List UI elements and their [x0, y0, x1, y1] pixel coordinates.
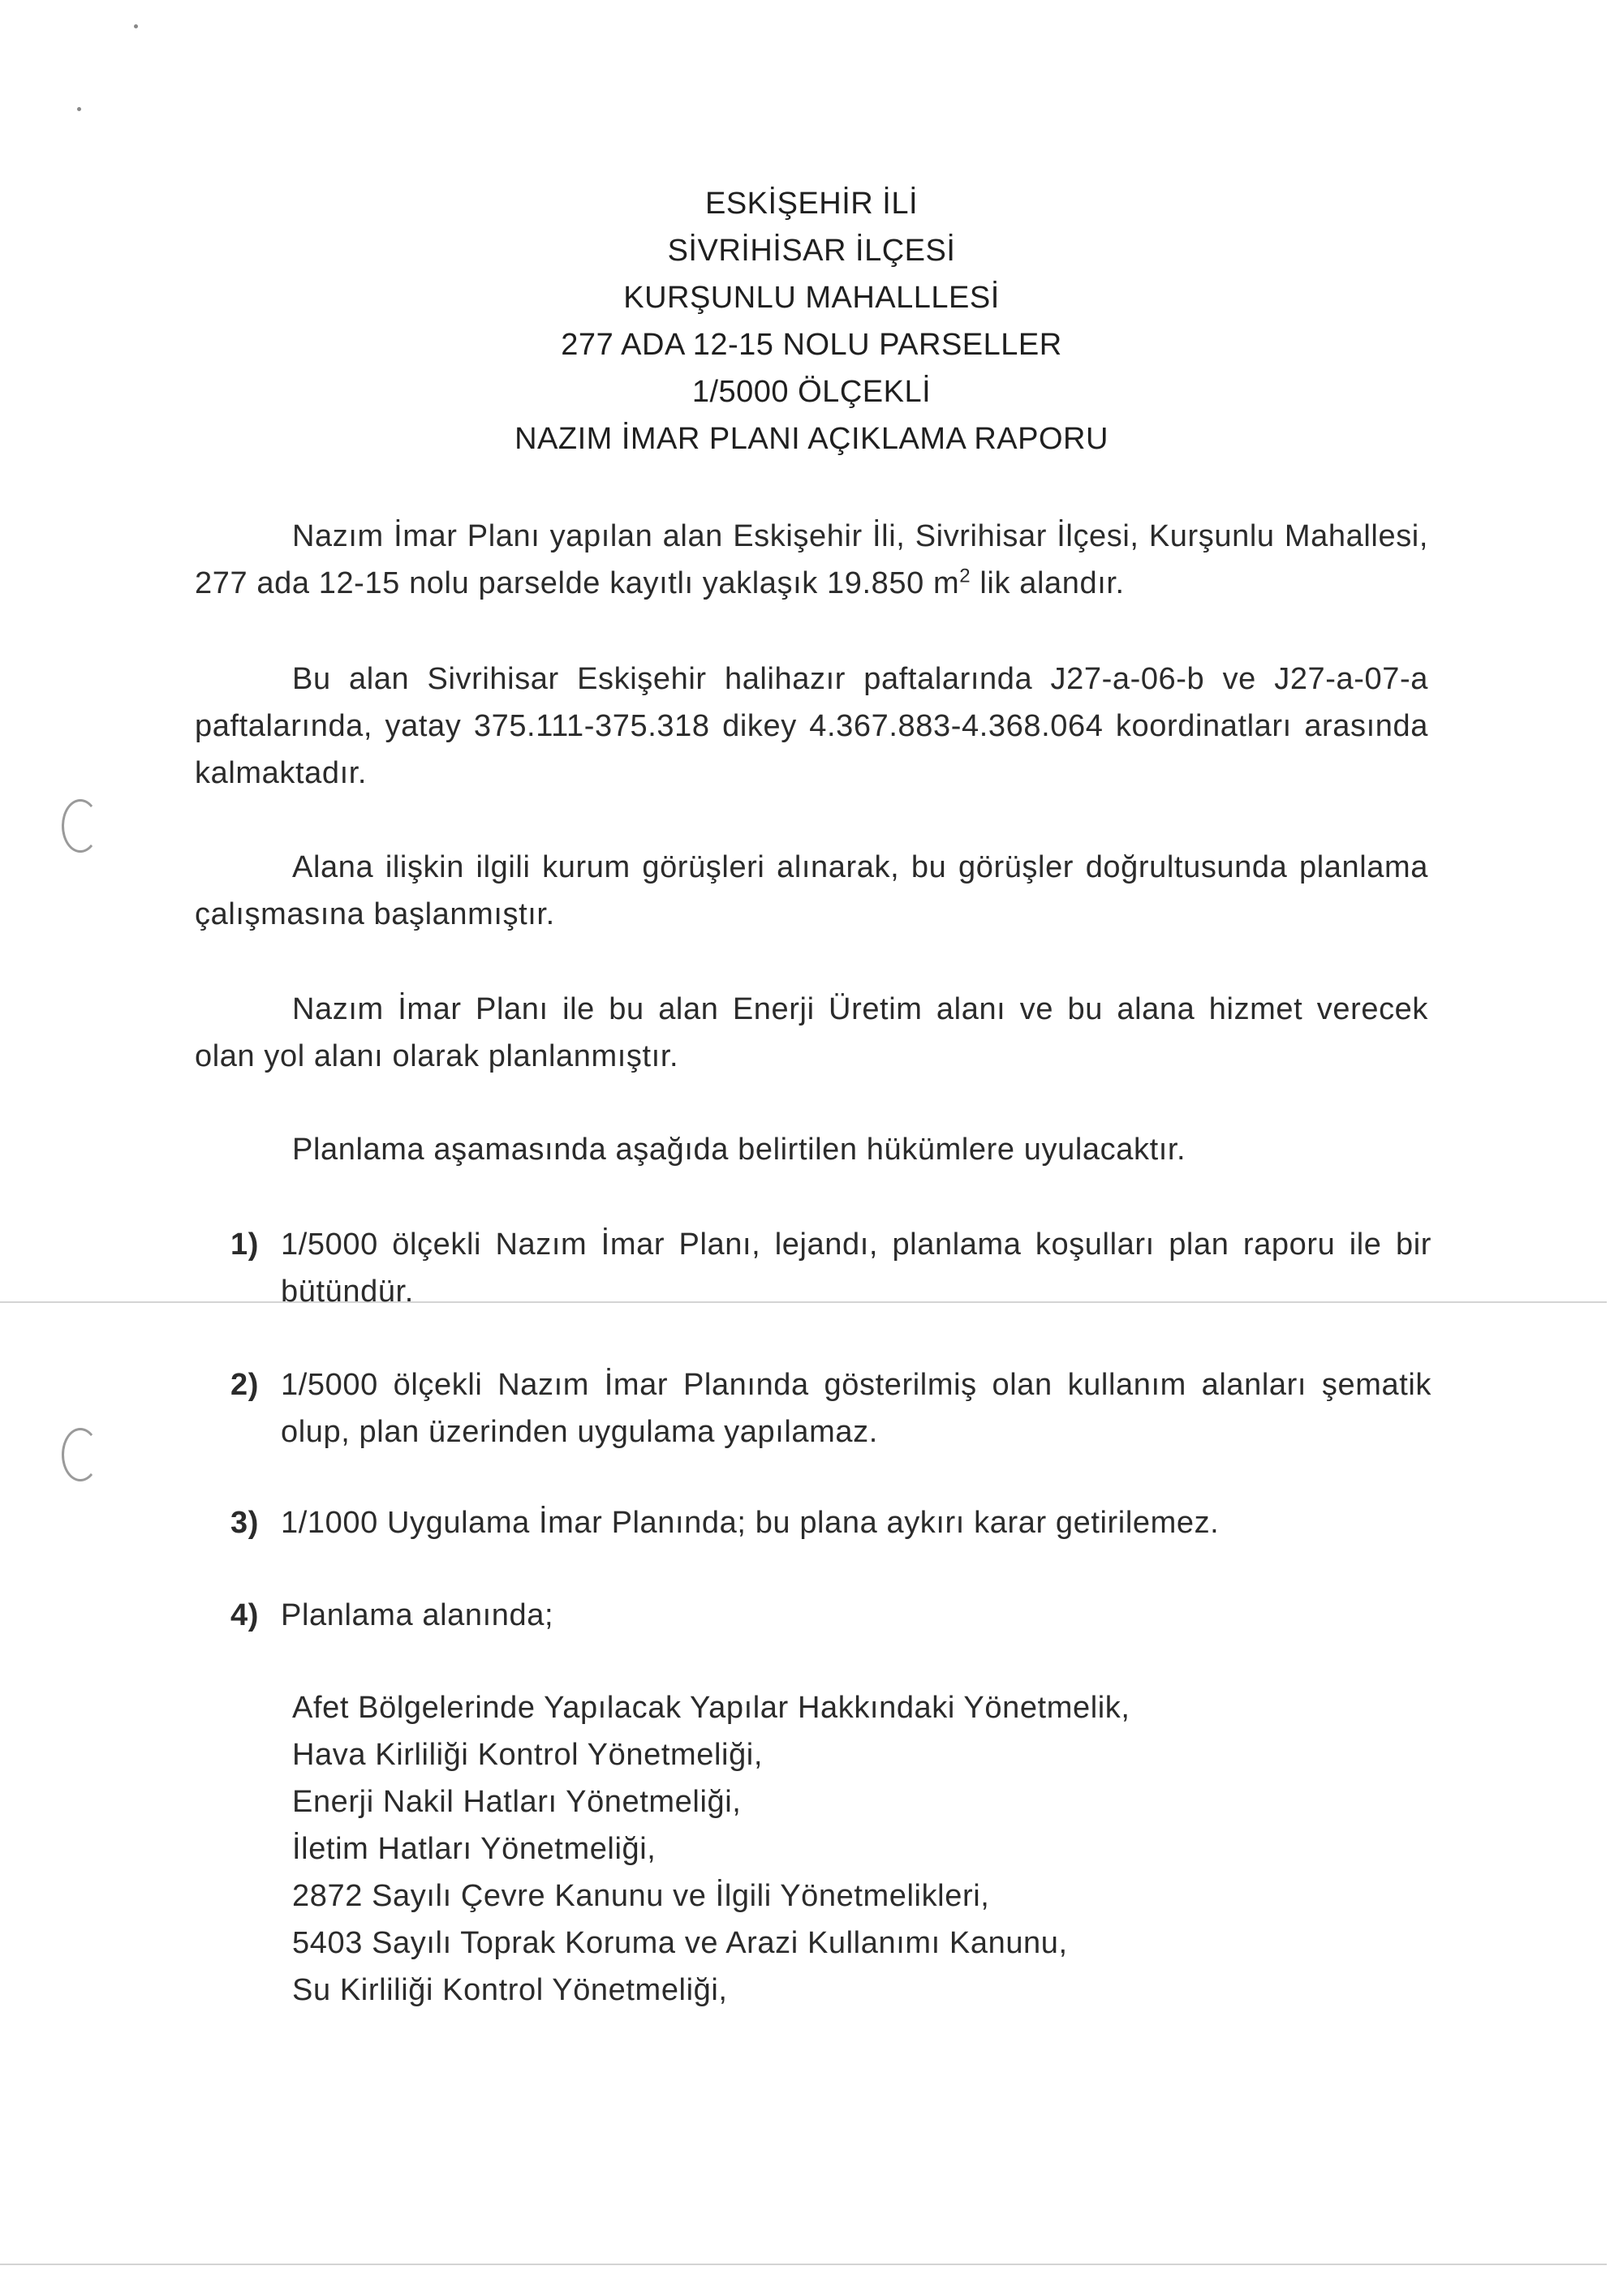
list-item [230, 1592, 1431, 1639]
list-item [230, 1499, 1431, 1546]
paragraph-institution-opinions [195, 844, 1428, 938]
punch-hole-mark [62, 799, 99, 853]
paragraph-plan-purpose [195, 986, 1428, 1080]
title-line-report-name: NAZIM İMAR PLANI AÇIKLAMA RAPORU [514, 422, 1109, 456]
title-line-district: SİVRİHİSAR İLÇESİ [667, 234, 956, 268]
punch-hole-mark [62, 1428, 99, 1481]
regulation-item: 5403 Sayılı Toprak Koruma ve Arazi Kullanımı Kanunu, [292, 1926, 1068, 1960]
list-item-text: 1/5000 ölçekli Nazım İmar Planı, lejandı, planlama koşulları plan raporu ile bir bütündür. [281, 1228, 1431, 1309]
list-item-number: 2) [230, 1368, 259, 1402]
paragraph-provisions-intro [195, 1126, 1428, 1173]
title-line-province: ESKİŞEHİR İLİ [704, 187, 919, 221]
paragraph-area-text: Nazım İmar Planı yapılan alan Eskişehir İli, Sivrihisar İlçesi, Kurşunlu Mahallesi, 277 ada 12-15 nolu parselde kayıtlı yaklaşık 19.850 m [195, 519, 1428, 600]
regulation-item: Su Kirliliği Kontrol Yönetmeliği, [292, 1973, 728, 2007]
scan-bottom-line [0, 2264, 1607, 2265]
list-item-text: Planlama alanında; [281, 1598, 554, 1632]
regulation-item: Enerji Nakil Hatları Yönetmeliği, [292, 1785, 742, 1819]
title-line-scale: 1/5000 ÖLÇEKLİ [691, 375, 932, 409]
list-item-number: 4) [230, 1598, 259, 1632]
title-line-parcels: 277 ADA 12-15 NOLU PARSELLER [561, 328, 1062, 362]
regulations-list [292, 1684, 1428, 2014]
list-item-text: 1/5000 ölçekli Nazım İmar Planında gösterilmiş olan kullanım alanları şematik olup, plan üzerinden uygulama yapılamaz. [281, 1368, 1431, 1449]
title-line-neighborhood: KURŞUNLU MAHALLLESİ [623, 281, 1000, 315]
list-item [230, 1361, 1431, 1455]
regulation-item: Hava Kirliliği Kontrol Yönetmeliği, [292, 1738, 763, 1772]
paragraph-area-text-end: lik alandır. [971, 566, 1125, 600]
scan-speck [134, 24, 138, 28]
paragraph-institution-text: Alana ilişkin ilgili kurum görüşleri alınarak, bu görüşler doğrultusunda planlama çalışmasına başlanmıştır. [195, 850, 1428, 931]
paragraph-area-description [195, 513, 1428, 607]
scan-speck [77, 107, 81, 111]
list-item-number: 1) [230, 1228, 259, 1262]
paragraph-coordinates-text: Bu alan Sivrihisar Eskişehir halihazır paftalarında J27-a-06-b ve J27-a-07-a paftalarında, yatay 375.111-375.318 dikey 4.367.883-4.368.064 koordinatları arasında kalmaktadır. [195, 662, 1428, 790]
document-title [0, 180, 1623, 462]
regulation-item: Afet Bölgelerinde Yapılacak Yapılar Hakkındaki Yönetmelik, [292, 1691, 1130, 1725]
list-item [230, 1221, 1431, 1315]
paragraph-provisions-text: Planlama aşamasında aşağıda belirtilen hükümlere uyulacaktır. [292, 1133, 1186, 1167]
superscript-square: 2 [959, 565, 971, 587]
regulation-item: İletim Hatları Yönetmeliği, [292, 1832, 657, 1866]
list-item-text: 1/1000 Uygulama İmar Planında; bu plana aykırı karar getirilemez. [281, 1506, 1220, 1540]
paragraph-coordinates [195, 656, 1428, 797]
list-item-number: 3) [230, 1506, 259, 1540]
regulation-item: 2872 Sayılı Çevre Kanunu ve İlgili Yönetmelikleri, [292, 1879, 990, 1913]
paragraph-plan-purpose-text: Nazım İmar Planı ile bu alan Enerji Üretim alanı ve bu alana hizmet verecek olan yol alanı olarak planlanmıştır. [195, 992, 1428, 1073]
